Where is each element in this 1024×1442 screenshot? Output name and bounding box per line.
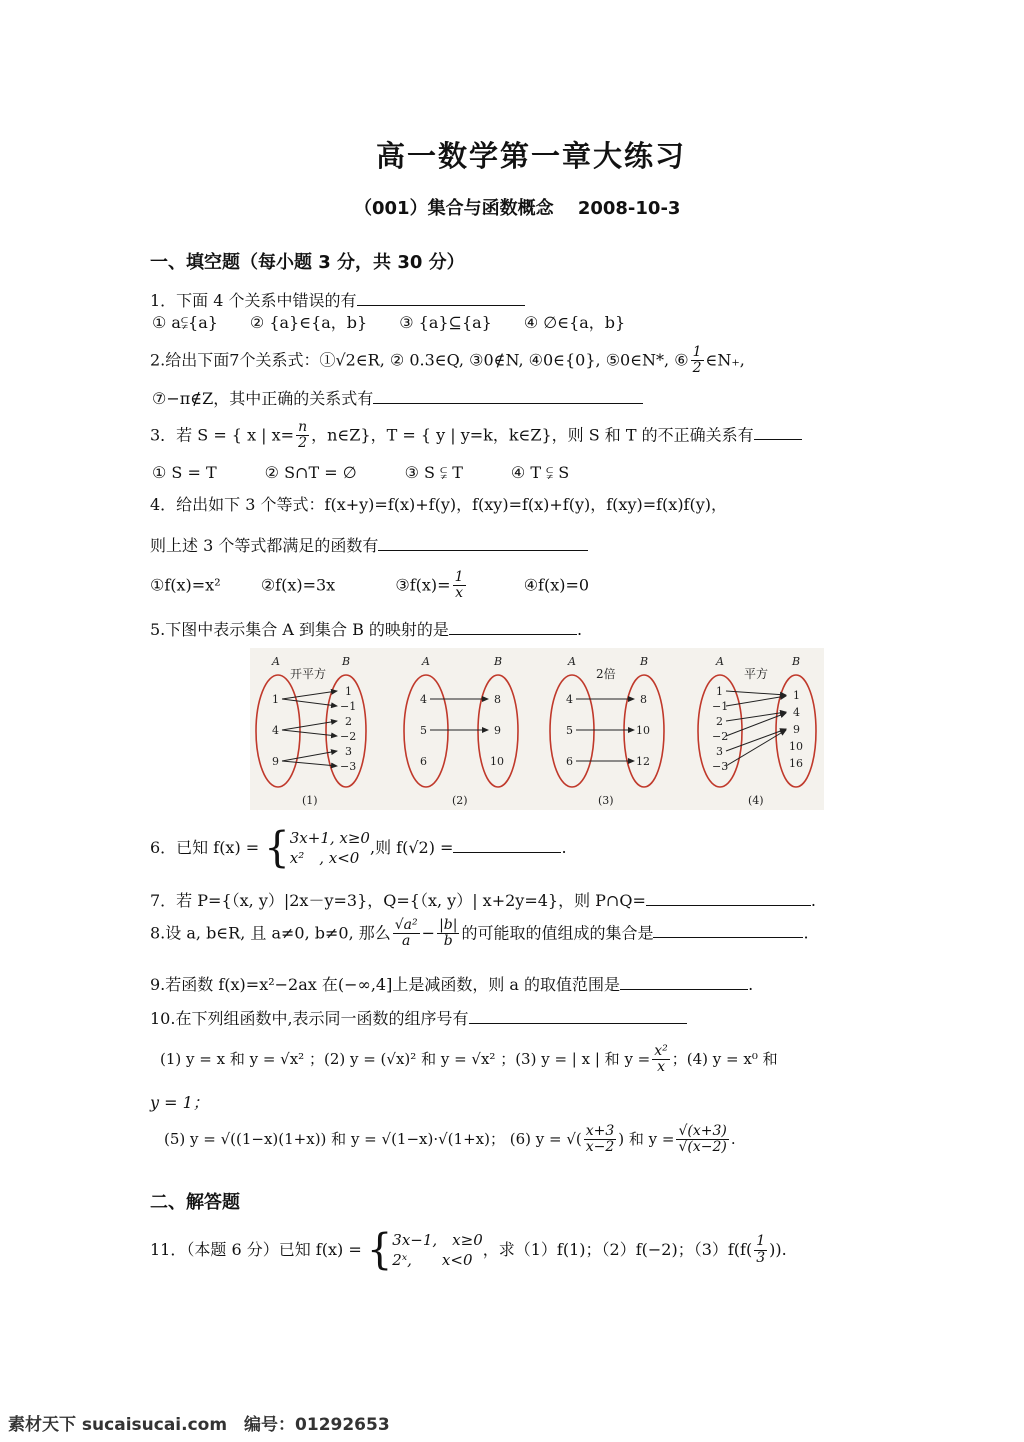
d1-right-4: 3 [345, 745, 352, 758]
d3-left-2: 6 [566, 755, 573, 768]
d2-left-2: 6 [420, 755, 427, 768]
mapping-diagrams-svg [250, 648, 824, 810]
question-11-after: ，求（1）f(1)；（2）f(−2)；（3）f(f( [482, 1239, 753, 1259]
footer-watermark-text: 素材天下 sucaisucai.com 编号：01292653 [8, 1415, 390, 1435]
fraction-one-third: $\frac{1}{3}$ [756, 1233, 766, 1266]
question-5 [150, 617, 582, 640]
question-8 [150, 918, 809, 950]
question-5-end: . [576, 620, 583, 639]
d2-left-1: 5 [420, 724, 427, 737]
section-heading-fill-blank: 一、填空题（每小题 3 分，共 30 分） [150, 252, 465, 273]
d1-right-5: −3 [340, 760, 357, 773]
question-6-end: . [561, 837, 567, 857]
answer-blank-8[interactable] [653, 936, 803, 938]
diagram-2 [404, 655, 518, 807]
d4-right-4: 16 [789, 757, 803, 770]
question-1 [150, 288, 525, 311]
diagram-4-caption: (4) [748, 794, 764, 807]
answer-blank-9[interactable] [620, 988, 748, 990]
question-2 [150, 345, 745, 377]
d4-left-2: 2 [716, 715, 723, 728]
d1-right-0: 1 [345, 685, 352, 698]
d4-right-2: 9 [793, 723, 800, 736]
question-2-text: 2.给出下面7个关系式：①√2∈R, ② 0.3∈Q, ③0∉N, ④0∈{0}, ⑤0∈N*, ⑥ [150, 350, 689, 370]
d4-right-1: 4 [793, 706, 800, 719]
footer-watermark-bar [0, 1402, 1024, 1442]
d2-right-0: 8 [494, 693, 501, 706]
d4-right-3: 10 [789, 740, 803, 753]
question-10-row-1 [160, 1044, 778, 1076]
d1-left-1: 4 [272, 724, 279, 737]
fraction-sqrt-x3-over-sqrt-x2: $\frac{√(x+3)}{√(x-2)}$ [678, 1123, 727, 1156]
question-8-text-a: 8.设 a, b∈R, 且 a≠0, b≠0, 那么 [150, 923, 391, 943]
question-3 [150, 420, 802, 452]
diagram-3-label-a: A [568, 655, 576, 668]
question-1-text: 1．下面 4 个关系中错误的有 [150, 291, 357, 310]
q10-row-3-a: (5) y = √((1−x)(1+x)) 和 y = √(1−x)·√(1+x)； (6) y = √( [164, 1129, 582, 1148]
question-2-text-end: ∈N₊, [705, 350, 745, 370]
question-9-text: 9.若函数 f(x)=x²−2ax 在(−∞,4]上是减函数，则 a 的取值范围是 [150, 975, 621, 994]
question-8-end: . [803, 923, 809, 943]
diagram-3-label-b: B [640, 655, 649, 668]
fraction-sqrt-a2-over-a: $\frac{\text{√a²}}{a}$ [394, 917, 418, 950]
diagram-3 [550, 655, 664, 807]
diagram-1-rule: 开平方 [290, 667, 327, 681]
diagram-1-label-b: B [342, 655, 351, 668]
diagram-2-label-a: A [422, 655, 430, 668]
q10-row-3-b: ) 和 y = [618, 1129, 675, 1148]
question-3-text-a: 3．若 S = { x | x= [150, 425, 295, 445]
question-10-row-3 [164, 1124, 736, 1156]
answer-blank-1[interactable] [357, 304, 525, 306]
question-10-text: 10.在下列组函数中,表示同一函数的组序号有 [150, 1009, 469, 1028]
page-subtitle: （001）集合与函数概念 2008-10-3 [354, 198, 681, 219]
fraction-one-half: $\frac{1}{2}$ [692, 344, 702, 377]
question-9 [150, 972, 753, 995]
answer-blank-2[interactable] [373, 402, 643, 404]
fraction-x3-over-x2: $\frac{x+3}{x-2}$ [585, 1123, 615, 1156]
mapping-diagrams [250, 648, 824, 810]
answer-blank-5[interactable] [449, 633, 577, 635]
piecewise-function-q11: { 3x−1, x≥0 2ˣ, x<0 [366, 1226, 483, 1275]
q11-case-2: 2ˣ, x<0 [392, 1251, 473, 1270]
d4-right-0: 1 [793, 689, 800, 702]
diagram-2-caption: (2) [452, 794, 468, 807]
question-5-text: 5.下图中表示集合 A 到集合 B 的映射的是 [150, 620, 449, 639]
page-title: 高一数学第一章大练习 [376, 139, 687, 173]
question-4: 4．给出如下 3 个等式：f(x+y)=f(x)+f(y)，f(xy)=f(x)+f(y)，f(xy)=f(x)f(y)， [150, 495, 728, 514]
question-2-line-2 [152, 386, 643, 409]
question-8-text-b: 的可能取的值组成的集合是 [461, 923, 654, 943]
d4-left-0: 1 [716, 685, 723, 698]
d3-left-0: 4 [566, 693, 573, 706]
diagram-3-caption: (3) [598, 794, 614, 807]
diagram-4-rule: 平方 [744, 667, 769, 681]
question-3-text-b: ，n∈Z}，T = { y | y=k，k∈Z}，则 S 和 T 的不正确关系有 [311, 425, 754, 445]
question-10 [150, 1006, 687, 1029]
fraction-x2-over-x: $\frac{\text{x²}}{x}$ [654, 1043, 668, 1076]
minus-sign: − [421, 923, 436, 943]
d4-left-3: −2 [712, 730, 729, 743]
d1-left-2: 9 [272, 755, 279, 768]
piecewise-function-q6: { 3x+1, x≥0 x² , x<0 [264, 824, 370, 873]
question-3-options: ① S = T ② S∩T = ∅ ③ S ⫋ T ④ T ⫋ S [152, 463, 570, 482]
answer-blank-3[interactable] [754, 438, 802, 440]
question-1-options: ① a⫋{a} ② {a}∈{a，b} ③ {a}⊆{a} ④ ∅∈{a，b} [152, 313, 626, 332]
answer-blank-7[interactable] [646, 904, 811, 906]
diagram-1-caption: (1) [302, 794, 318, 807]
question-4-options [150, 570, 589, 602]
question-10-row-2: y = 1； [150, 1093, 209, 1112]
fraction-abs-b-over-b: $\frac{|b|}{b}$ [439, 917, 458, 950]
d1-right-1: −1 [340, 700, 357, 713]
q10-row-1-after: ；(4) y = x⁰ 和 [671, 1049, 778, 1068]
question-4-line-2-text: 则上述 3 个等式都满足的函数有 [150, 536, 379, 555]
q4-option-3: ③f(x)= [395, 575, 451, 595]
q6-case-1: 3x+1, x≥0 [289, 829, 370, 847]
d4-left-4: 3 [716, 745, 723, 758]
diagram-4-label-b: B [792, 655, 801, 668]
question-11-close: )). [769, 1239, 787, 1259]
answer-blank-6[interactable] [453, 851, 561, 853]
q6-case-2: x² , x<0 [289, 849, 360, 868]
question-11-text: 11．（本题 6 分）已知 f(x) = [150, 1239, 362, 1259]
question-9-end: . [748, 975, 754, 994]
d2-right-1: 9 [494, 724, 501, 737]
d2-left-0: 4 [420, 693, 427, 706]
q4-option-2: ②f(x)=3x [260, 575, 336, 595]
q4-option-1: ①f(x)=x² [150, 575, 221, 595]
q10-row-3-end: . [730, 1129, 736, 1148]
q10-row-1-text: (1) y = x 和 y = √x² ；(2) y = (√x)² 和 y = √x² ；(3) y = | x | 和 y = [160, 1049, 651, 1068]
fraction-n-over-2: $\frac{n}{2}$ [298, 419, 308, 452]
section-heading-solve: 二、解答题 [150, 1192, 240, 1213]
question-7-end: . [810, 891, 816, 910]
diagram-4 [698, 655, 816, 807]
fraction-one-over-x: $\frac{1}{x}$ [454, 569, 464, 602]
q4-option-4: ④f(x)=0 [523, 575, 590, 595]
d1-left-0: 1 [272, 693, 279, 706]
d1-right-3: −2 [340, 730, 357, 743]
d4-left-5: −3 [712, 760, 729, 773]
diagram-4-label-a: A [716, 655, 724, 668]
question-6 [150, 824, 567, 873]
question-7 [150, 888, 816, 911]
diagram-3-rule: 2倍 [596, 667, 616, 681]
answer-blank-4[interactable] [378, 549, 588, 551]
diagram-2-label-b: B [494, 655, 503, 668]
question-2-line-2-text: ⑦−π∉Z，其中正确的关系式有 [152, 389, 374, 408]
d3-right-1: 10 [636, 724, 650, 737]
question-7-text: 7．若 P={（x, y）|2x－y=3}，Q={（x, y）| x+2y=4}，则 P∩Q= [150, 891, 646, 910]
question-11 [150, 1226, 787, 1275]
d2-right-2: 10 [490, 755, 504, 768]
question-4-line-2 [150, 533, 588, 556]
d4-left-1: −1 [712, 700, 729, 713]
diagram-1-label-a: A [272, 655, 280, 668]
answer-blank-10[interactable] [469, 1022, 687, 1024]
d3-right-2: 12 [636, 755, 650, 768]
diagram-1 [256, 655, 366, 807]
d3-right-0: 8 [640, 693, 647, 706]
q11-case-1: 3x−1, x≥0 [392, 1231, 483, 1249]
question-6-text: 6．已知 f(x) = [150, 837, 260, 857]
question-6-after: ,则 f(√2) = [369, 837, 454, 857]
d3-left-1: 5 [566, 724, 573, 737]
d1-right-2: 2 [345, 715, 352, 728]
